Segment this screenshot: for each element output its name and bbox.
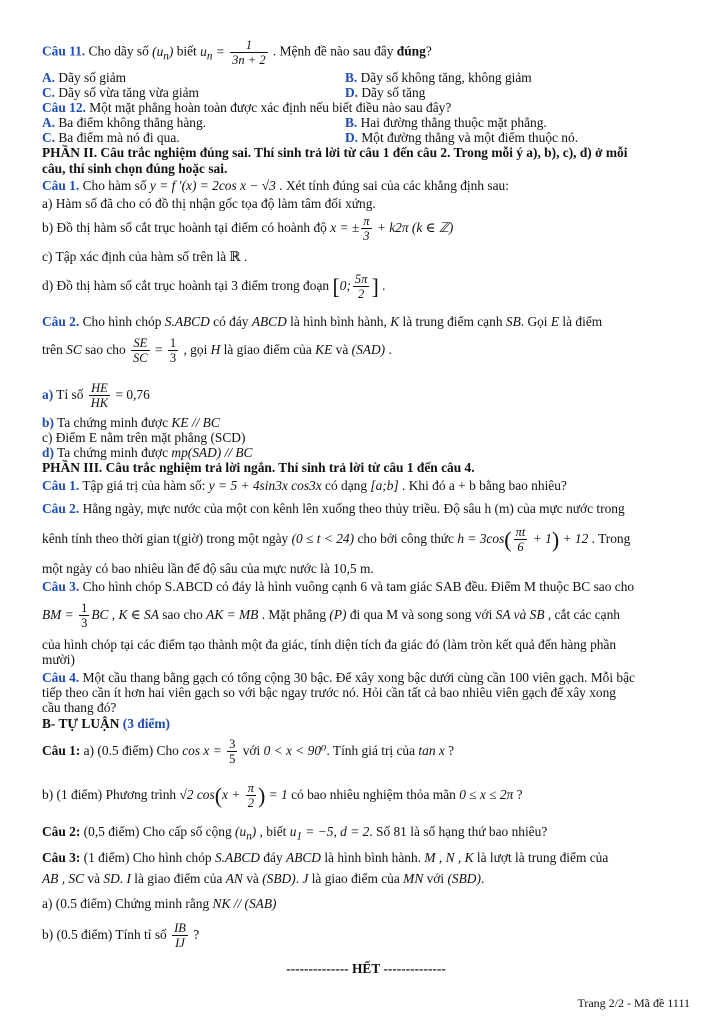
part2-q2-d-text: Ta chứng minh được	[53, 445, 172, 460]
q12-opt-b-label: B.	[345, 115, 358, 130]
part2-q1-d-num: 5π	[354, 272, 368, 287]
partB-q3-a-text: a) (0.5 điểm) Chứng minh rằng	[42, 896, 213, 911]
part2-q2-m2: ABCD	[251, 314, 287, 329]
part2-q2-l2-den2: 3	[169, 351, 177, 366]
partB-q1-a-t4: ?	[444, 743, 455, 758]
partB-q3-b-end: ?	[189, 927, 200, 942]
part3-q3-l2-h: (P)	[329, 607, 347, 622]
partB-q3-m3: M , N , K	[424, 850, 474, 865]
q12-option-d	[345, 130, 648, 145]
part2-q1-b-math-a: x = ±	[330, 220, 360, 235]
part3-heading: PHẦN III. Câu trắc nghiệm trả lời ngắn. Thí sinh trả lời từ câu 1 đến câu 4.	[42, 460, 475, 475]
partB-q3-m2: ABCD	[286, 850, 321, 865]
part2-q1-d-open: [	[332, 273, 340, 299]
q12-opt-d-text: Một đường thẳng và một điểm thuộc nó.	[358, 130, 579, 145]
part3-q2-f-a: h = 3cos	[457, 531, 505, 546]
partB-q3-t3: là hình bình hành.	[320, 850, 425, 865]
q11-opt-d-label: D.	[345, 85, 359, 100]
partB-q2-t1: (0,5 điểm) Cho cấp số cộng	[80, 824, 236, 839]
part3-q2-text-1: Hằng ngày, mực nước của một con kênh lên xuống theo thủy triều. Độ sâu h (m) của mực nước trong	[79, 501, 625, 516]
part2-q1-text-b: . Xét tính đúng sai của các khẳng định sau:	[275, 178, 509, 193]
q12-options-row2	[42, 130, 690, 145]
q12-option-b	[345, 115, 648, 130]
partB-heading	[42, 716, 690, 731]
part2-q2-b	[42, 415, 690, 430]
part2-q2-a-num: HE	[89, 381, 110, 396]
q11-un: (u	[152, 43, 164, 59]
part3-q3-line1	[42, 579, 690, 594]
partB-q3-l2-m1: AB , SC	[42, 871, 85, 886]
partB-q3-m1: S.ABCD	[214, 850, 260, 865]
partB-q1-b-frac	[246, 781, 256, 810]
partB-q3-l2-t3: là giao điểm của	[130, 871, 226, 886]
exam-page	[42, 38, 690, 976]
part2-q1-b	[42, 211, 690, 245]
part2-q2-l2-num2: 1	[169, 336, 177, 351]
part2-q1-b-math-b: + k2π (k ∈ ℤ)	[373, 220, 454, 235]
part3-q4-line1	[42, 670, 690, 685]
partB-q2	[42, 819, 690, 845]
part3-q3-l2-c: ,	[108, 607, 119, 622]
partB-q1-label: Câu 1:	[42, 743, 81, 758]
part3-q2-f-num: πt	[515, 525, 526, 540]
part3-q3-l2-g: . Mặt phẳng	[258, 607, 330, 622]
part3-q2-text-2a: kênh tính theo thời gian t(giờ) trong một ngày	[42, 531, 292, 546]
partB-q3-b	[42, 915, 690, 955]
partB-q1-b-m3: = 1	[265, 787, 288, 802]
q11-text-d: ?	[425, 43, 432, 59]
part2-q1-label: Câu 1.	[42, 178, 80, 193]
q11-lhs: u	[200, 43, 207, 59]
q12-opt-c-text: Ba điểm mà nó đi qua.	[55, 130, 180, 145]
partB-q3-l2-t7: với	[423, 871, 448, 886]
part3-q3-l2-k: , cắt các cạnh	[544, 607, 620, 622]
part3-q3-l2-i: đi qua M và song song với	[346, 607, 496, 622]
part3-q3-l2-frac	[79, 601, 89, 630]
part2-q1-b-num: π	[363, 214, 370, 229]
part2-q1-d-end: .	[378, 278, 386, 293]
partB-q2-seq	[235, 824, 257, 843]
partB-q1-b-num: π	[247, 781, 254, 796]
partB-q3-line2	[42, 871, 690, 886]
partB-q3-a-math: NK // (SAB)	[212, 896, 277, 911]
q12-options-row1	[42, 115, 690, 130]
part2-q2-l2-a: trên	[42, 342, 67, 357]
partB-q3-l2-t1: và	[84, 871, 104, 886]
part2-q2-l2-f: .	[385, 342, 392, 357]
q11-opt-a-label: A.	[42, 70, 56, 85]
q12-opt-d-label: D.	[345, 130, 359, 145]
q12-label: Câu 12.	[42, 100, 86, 115]
part3-q2-text-2c: . Trong	[588, 531, 631, 546]
q12-stem	[42, 100, 690, 115]
part2-q2-l2-c: , gọi	[180, 342, 211, 357]
q11-options-row1	[42, 70, 690, 85]
partB-q1-b-close: )	[257, 782, 266, 808]
part2-q2-m5: E	[550, 314, 560, 329]
q11-frac-num: 1	[230, 38, 267, 53]
part3-q1-label: Câu 1.	[42, 478, 80, 493]
q12-text: Một mặt phẳng hoàn toàn được xác định nếu biết điều nào sau đây?	[85, 100, 452, 115]
q11-text: Cho dãy số	[85, 43, 153, 59]
q11-fraction	[230, 38, 267, 67]
part2-q1-formula: y = f ′(x) = 2cos x − √3	[149, 178, 276, 193]
q11-opt-c-text: Dãy số vừa tăng vừa giảm	[55, 85, 199, 100]
partB-q3-b-frac	[172, 921, 188, 950]
partB-q1-b-t3: ?	[513, 787, 523, 802]
part2-q1-d-den: 2	[358, 287, 365, 302]
q11-opt-a-text: Dãy số giảm	[55, 70, 127, 85]
partB-q3-l2-m7: MN	[403, 871, 424, 886]
q11-option-d	[345, 85, 648, 100]
partB-q2-label: Câu 2:	[42, 824, 81, 839]
part2-q2-l2-m1: SC	[66, 342, 82, 357]
part2-q2-m1: S.ABCD	[164, 314, 210, 329]
q11-formula	[200, 38, 269, 67]
part3-q1-text-a: Tập giá trị của hàm số:	[79, 478, 209, 493]
partB-q1-b-m4: 0 ≤ x ≤ 2π	[459, 787, 514, 802]
part2-q2-text-c: là hình bình hành,	[286, 314, 391, 329]
part2-q2-l2-eq: =	[151, 342, 166, 357]
page-footer: Trang 2/2 - Mã đề 1111	[577, 996, 690, 1010]
part2-q2-d-label: d)	[42, 445, 54, 460]
part2-q2-text-f: là điểm	[559, 314, 603, 329]
part2-q2-l2-d: là giao điểm của	[220, 342, 316, 357]
part3-q3-text-1: Cho hình chóp S.ABCD có đáy là hình vuông cạnh 6 và tam giác SAB đều. Điểm M thuộc BC sao cho	[79, 579, 635, 594]
partB-q1-a-t3: . Tính giá trị của	[326, 743, 419, 758]
q11-sequence	[152, 43, 174, 63]
part3-q3-l2-b: BC	[91, 607, 109, 622]
q11-option-b	[345, 70, 648, 85]
q11-text-b: biết	[173, 43, 201, 59]
part3-q3-l2-e: sao cho	[158, 607, 207, 622]
partB-q1-a-den: 5	[229, 752, 236, 767]
part3-q3-line2	[42, 596, 690, 634]
partB-q3-t4: là lượt là trung điểm của	[473, 850, 609, 865]
part2-q1-d-math: 0;	[339, 278, 351, 293]
partB-q3-l2-m8: (SBD)	[447, 871, 481, 886]
partB-q1-b-text: b) (1 điểm) Phương trình	[42, 787, 180, 802]
part2-q1-d-frac	[353, 272, 370, 301]
q11-label: Câu 11.	[42, 43, 86, 59]
part2-q1-stem	[42, 178, 690, 193]
part3-q3-line3: của hình chóp tại các điểm tạo thành một đa giác, tính diện tích đa giác đó (làm tròn kết quả đến hàng phần	[42, 637, 617, 652]
part2-q2-a	[42, 375, 690, 415]
partB-q3-l2-m3: I	[126, 871, 131, 886]
part2-q2-c: c) Điểm E nằm trên mặt phẳng (SCD)	[42, 430, 246, 445]
partB-q3-l2-t8: .	[480, 871, 485, 886]
partB-q2-t3: . Số 81 là số hạng thứ bao nhiêu?	[369, 824, 548, 839]
q12-opt-a-label: A.	[42, 115, 56, 130]
q11-eq: =	[212, 43, 229, 59]
part2-q2-l2-b: sao cho	[81, 342, 130, 357]
part3-q3-l2-f: AK = MB	[206, 607, 259, 622]
part2-q2-d	[42, 445, 690, 460]
part2-q2-m4: SB	[505, 314, 521, 329]
q11-option-a	[42, 70, 345, 85]
part3-q1-formula: y = 5 + 4sin3x cos3x	[208, 478, 322, 493]
q11-opt-c-label: C.	[42, 85, 56, 100]
part2-q1-a: a) Hàm số đã cho có đồ thị nhận gốc tọa độ làm tâm đối xứng.	[42, 196, 376, 211]
q11-un-sub: n	[163, 50, 169, 63]
q11-opt-d-text: Dãy số tăng	[358, 85, 426, 100]
partB-q3-a	[42, 896, 690, 911]
q11-opt-b-text: Dãy số không tăng, không giảm	[357, 70, 532, 85]
part2-q2-a-label: a)	[42, 387, 54, 402]
q11-lhs-sub: n	[206, 50, 213, 63]
part3-q3-line4: mười)	[42, 652, 75, 667]
q11-frac-den: 3n + 2	[232, 53, 266, 67]
part3-q2-range: (0 ≤ t < 24)	[291, 531, 355, 546]
partB-q3-t1: (1 điểm) Cho hình chóp	[80, 850, 215, 865]
partB-q3-b-num: IB	[174, 921, 186, 936]
part2-q1-text-a: Cho hàm số	[79, 178, 150, 193]
q11-un-close: )	[168, 43, 174, 59]
part2-q2-l2-frac1	[131, 336, 150, 365]
part3-q2-f-den: 6	[517, 540, 524, 555]
part2-q2-l2-den1: SC	[133, 351, 148, 366]
partB-q2-m2-sub: 1	[296, 830, 303, 843]
part3-q2-f-open: (	[504, 526, 512, 552]
partB-q3-l2-t6: là giao điểm của	[308, 871, 404, 886]
part3-q1	[42, 478, 690, 493]
partB-q3-b-text: b) (0.5 điểm) Tính tỉ số	[42, 927, 171, 942]
partB-q3-l2-t4: và	[242, 871, 263, 886]
q12-opt-a-text: Ba điểm không thẳng hàng.	[55, 115, 207, 130]
partB-q1-a-t2: với	[239, 743, 264, 758]
q11-text-bold: đúng	[396, 43, 426, 59]
q12-option-a	[42, 115, 345, 130]
partB-q1-b-m2: x +	[222, 787, 244, 802]
partB-q3-l2-t2: .	[119, 871, 127, 886]
partB-q1-a	[42, 731, 690, 771]
part2-q2-l2-e: và	[332, 342, 352, 357]
part2-q2-l2-m4: (SAD)	[351, 342, 386, 357]
part3-q4-label: Câu 4.	[42, 670, 80, 685]
part3-q2-label: Câu 2.	[42, 501, 80, 516]
end-marker: -------------- HẾT --------------	[286, 961, 446, 976]
part3-q2-line1	[42, 501, 690, 516]
q11-text-c: . Mệnh đề nào sau đây	[269, 43, 397, 59]
part2-q2-a-val: = 0,76	[112, 387, 150, 402]
part2-q1-d	[42, 266, 690, 306]
part3-q3-l2-num: 1	[81, 601, 88, 616]
part3-q2-f-c: + 12	[559, 531, 589, 546]
part2-q2-l2-m2: H	[210, 342, 221, 357]
part3-q2-line3: một ngày có bao nhiêu lần để độ sâu của mực nước là 10,5 m.	[42, 561, 374, 576]
q11-opt-b-label: B.	[345, 70, 358, 85]
partB-q3-label: Câu 3:	[42, 850, 81, 865]
partB-q3-line1	[42, 850, 690, 865]
partB-q1-a-m2: 0 < x < 90⁰	[263, 743, 327, 758]
partB-q2-m1: (u	[235, 824, 247, 839]
q11-stem	[42, 38, 690, 67]
part2-q1-b-den: 3	[363, 229, 370, 244]
part3-q3-l2-a: BM =	[42, 607, 78, 622]
partB-q1-a-m3: tan x	[418, 743, 445, 758]
partB-q2-m2-rest: = −5, d = 2	[302, 824, 370, 839]
partB-q3-l2-m6: J	[302, 871, 309, 886]
partB-q2-t2: , biết	[256, 824, 290, 839]
part3-q3-l2-d: K ∈ SA	[118, 607, 159, 622]
partB-q3-l2-m5: (SBD)	[262, 871, 296, 886]
partB-q2-m1-close: )	[251, 824, 257, 839]
part2-q2-b-math: KE // BC	[171, 415, 220, 430]
q11-options-row2	[42, 85, 690, 100]
part2-q2-a-frac	[89, 381, 110, 410]
part2-q1-b-text: b) Đồ thị hàm số cắt trục hoành tại điểm có hoành độ	[42, 220, 331, 235]
partB-q3-t2: đáy	[259, 850, 287, 865]
partB-q1-a-m1: cos x =	[182, 743, 226, 758]
q11-option-c	[42, 85, 345, 100]
partB-q2-cond	[289, 824, 370, 843]
part3-q4-text-1: Một cầu thang bằng gạch có tổng cộng 30 bậc. Để xây xong bậc dưới cùng cần 100 viên gạch. Mỗi bậc	[79, 670, 635, 685]
partB-heading-pts: (3 điểm)	[119, 716, 170, 731]
partB-q2-m2: u	[289, 824, 297, 839]
part2-q2-a-text: Tỉ số	[53, 387, 87, 402]
part2-q1-d-close: ]	[371, 273, 379, 299]
part2-q1-b-frac	[361, 214, 371, 243]
part2-q1-c: c) Tập xác định của hàm số trên là ℝ .	[42, 249, 248, 264]
part3-q2-text-2b: cho bởi công thức	[354, 531, 458, 546]
part3-q4-line3: cầu thang đó?	[42, 700, 117, 715]
part2-heading-2: câu, thí sinh chọn đúng hoặc sai.	[42, 161, 228, 176]
part3-q1-text-b: có dạng	[321, 478, 371, 493]
part3-q3-l2-den: 3	[81, 616, 88, 631]
q12-option-c	[42, 130, 345, 145]
partB-q2-m1-sub: n	[246, 830, 252, 843]
partB-q1-a-text: a) (0.5 điểm) Cho	[80, 743, 183, 758]
part3-q3-label: Câu 3.	[42, 579, 80, 594]
part3-q3-l2-j: SA và SB	[495, 607, 545, 622]
partB-q1-b	[42, 775, 690, 815]
q12-opt-b-text: Hai đường thẳng thuộc mặt phẳng.	[357, 115, 547, 130]
part2-q2-l2-frac2	[168, 336, 178, 365]
part2-q2-l2-num1: SE	[131, 336, 150, 351]
part2-q2-text-a: Cho hình chóp	[79, 314, 165, 329]
part2-q2-text-e: . Gọi	[520, 314, 551, 329]
part3-q1-interval: [a;b]	[370, 478, 399, 493]
partB-q1-a-num: 3	[229, 737, 236, 752]
q12-opt-c-label: C.	[42, 130, 56, 145]
part2-q2-label: Câu 2.	[42, 314, 80, 329]
part2-q2-line2	[42, 331, 690, 369]
partB-q3-l2-t5: .	[295, 871, 303, 886]
part2-q2-a-den: HK	[90, 396, 109, 411]
part3-q2-f-close: )	[551, 526, 560, 552]
part2-q2-line1	[42, 314, 690, 329]
part2-q1-d-text: d) Đồ thị hàm số cắt trục hoành tại 3 điểm trong đoạn	[42, 278, 333, 293]
part2-heading-1: PHẦN II. Câu trắc nghiệm đúng sai. Thí sinh trả lời từ câu 1 đến câu 2. Trong mỗi ý a), b), c), d) ở mỗi	[42, 145, 628, 160]
part3-q4-line2: tiếp theo cần ít hơn hai viên gạch so với bậc ngay trước nó. Hỏi cần tất cả bao nhiêu viên gạch để xây xong	[42, 685, 616, 700]
part3-q2-f-b: + 1	[529, 531, 552, 546]
part3-q2-line2	[42, 519, 690, 559]
part2-q2-b-label: b)	[42, 415, 54, 430]
part2-q2-b-text: Ta chứng minh được	[53, 415, 172, 430]
partB-q1-b-den: 2	[247, 796, 254, 811]
partB-q3-l2-m2: SD	[103, 871, 120, 886]
part2-q2-l2-m3: KE	[315, 342, 333, 357]
partB-q1-b-m1: √2 cos	[179, 787, 215, 802]
part3-q1-text-c: . Khi đó a + b bằng bao nhiêu?	[398, 478, 567, 493]
partB-heading-text: B- TỰ LUẬN	[42, 716, 120, 731]
part3-q2-f-frac	[514, 525, 528, 554]
part2-q2-m3: K	[390, 314, 400, 329]
part2-q2-text-b: có đáy	[209, 314, 252, 329]
partB-q3-b-den: IJ	[175, 936, 185, 951]
partB-q3-l2-m4: AN	[225, 871, 243, 886]
part2-q2-text-d: là trung điểm cạnh	[399, 314, 506, 329]
partB-q1-a-frac	[227, 737, 237, 766]
partB-q1-b-open: (	[214, 782, 223, 808]
partB-q1-b-t2: có bao nhiêu nghiệm thỏa mãn	[287, 787, 460, 802]
part2-q2-d-math: mp(SAD) // BC	[171, 445, 253, 460]
